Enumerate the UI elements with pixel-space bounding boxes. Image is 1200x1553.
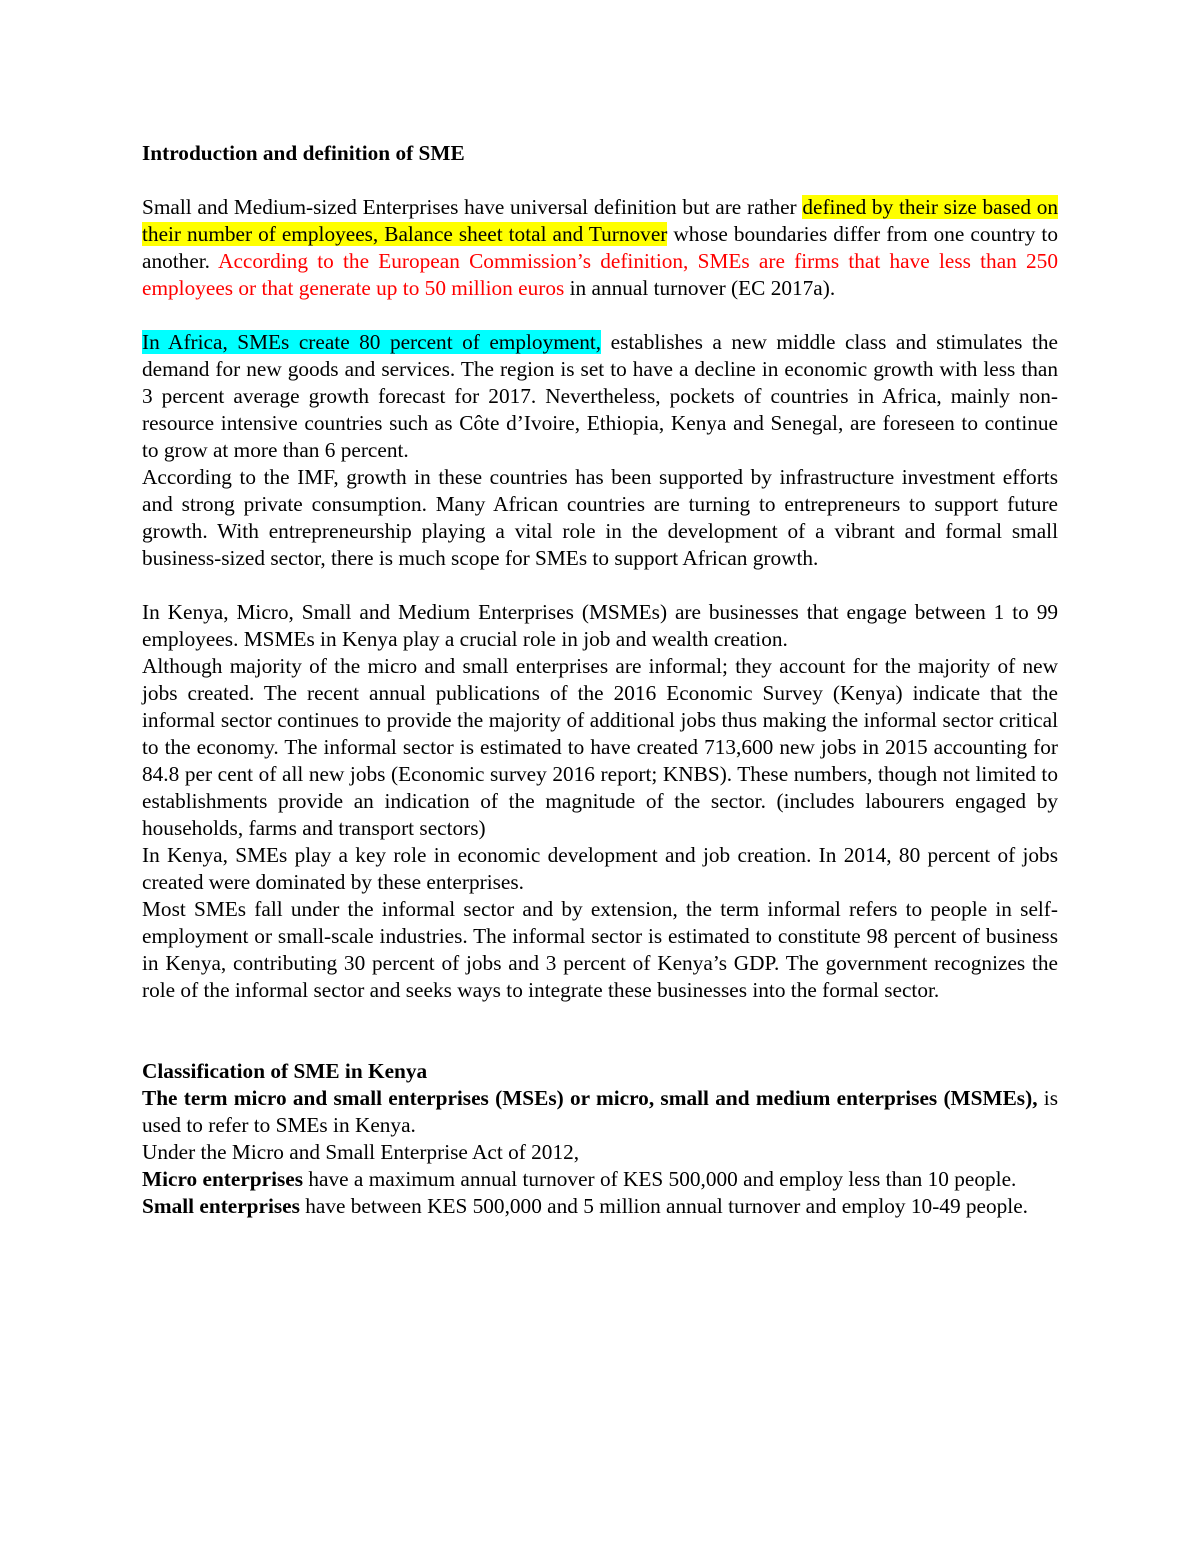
section-heading-introduction: Introduction and definition of SME [142,141,465,165]
paragraph-informal-jobs: Although majority of the micro and small enterprises are informal; they account for the majority of new jobs created. The recent annual publications of the 2016 Economic Survey (Kenya) indicate that the informal sector continues to provide the majority of additional jobs thus making the informal sector critical to the economy. The informal sector is estimated to have created 713,600 new jobs in 2015 accounting for 84.8 per cent of all new jobs (Economic survey 2016 report; KNBS). These numbers, though not limited to establishments provide an indication of the magnitude of the sector. (includes labourers engaged by households, farms and transport sectors) [142,654,1058,840]
paragraph-kenya-msmes: In Kenya, Micro, Small and Medium Enterprises (MSMEs) are businesses that engage between 1 to 99 employees. MSMEs in Kenya play a crucial role in job and wealth creation. [142,600,1058,651]
terms-bold: The term micro and small enterprises (MSEs) or micro, small and medium enterprises (MSMEs), [142,1086,1038,1110]
paragraph-imf: According to the IMF, growth in these countries has been supported by infrastructure investment efforts and strong private consumption. Many African countries are turning to entrepreneurs to support future growth. With entrepreneurship playing a vital role in the development of a vibrant and formal small business-sized sector, there is much scope for SMEs to support African growth. [142,465,1058,570]
terms-rest: is used to refer to SMEs in Kenya. [142,1086,1058,1137]
small-enterprises-label: Small enterprises [142,1194,300,1218]
definition-text-start: Small and Medium-sized Enterprises have universal definition but are rather [142,195,803,219]
africa-text: establishes a new middle class and stimulates the demand for new goods and services. The region is set to have a decline in economic growth with less than 3 percent average growth forecast for 2017. Nevertheless, pockets of countries in Africa, mainly non-resource intensive countries such as Côte d’Ivoire, Ethiopia, Kenya and Senegal, are foreseen to continue to grow at more than 6 percent. [142,330,1058,462]
definition-text-end: in annual turnover (EC 2017a). [564,276,836,300]
paragraph-kenya-smes-role: In Kenya, SMEs play a key role in economic development and job creation. In 2014, 80 percent of jobs created were dominated by these enterprises. [142,843,1058,894]
paragraph-act: Under the Micro and Small Enterprise Act of 2012, [142,1140,580,1164]
highlighted-definition: defined by their size based on their number of employees, Balance sheet total and Turnover [142,195,1059,246]
paragraph-terms [142,1085,1058,1139]
section-heading-classification: Classification of SME in Kenya [142,1059,428,1083]
paragraph-informal-sector: Most SMEs fall under the informal sector and by extension, the term informal refers to people in self-employment or small-scale industries. The informal sector is estimated to constitute 98 percent of business in Kenya, contributing 30 percent of jobs and 3 percent of Kenya’s GDP. The government recognizes the role of the informal sector and seeks ways to integrate these businesses into the formal sector. [142,897,1058,1002]
micro-enterprises-label: Micro enterprises [142,1167,304,1191]
micro-enterprises-text: have a maximum annual turnover of KES 500,000 and employ less than 10 people. [303,1167,1017,1191]
highlighted-africa-employment: In Africa, SMEs create 80 percent of employment, [142,330,602,354]
small-enterprises-text: have between KES 500,000 and 5 million annual turnover and employ 10-49 people. [299,1194,1029,1218]
document-page [142,140,1058,1220]
paragraph-africa [142,329,1058,464]
paragraph-definition [142,194,1058,302]
red-ec-definition: According to the European Commission’s definition, SMEs are firms that have less than 250 employees or that generate up to 50 million euros [142,249,1058,300]
paragraph-micro-enterprises [142,1166,1058,1193]
paragraph-small-enterprises [142,1193,1058,1220]
definition-text-middle: whose boundaries differ from one country to another. [142,222,1058,273]
